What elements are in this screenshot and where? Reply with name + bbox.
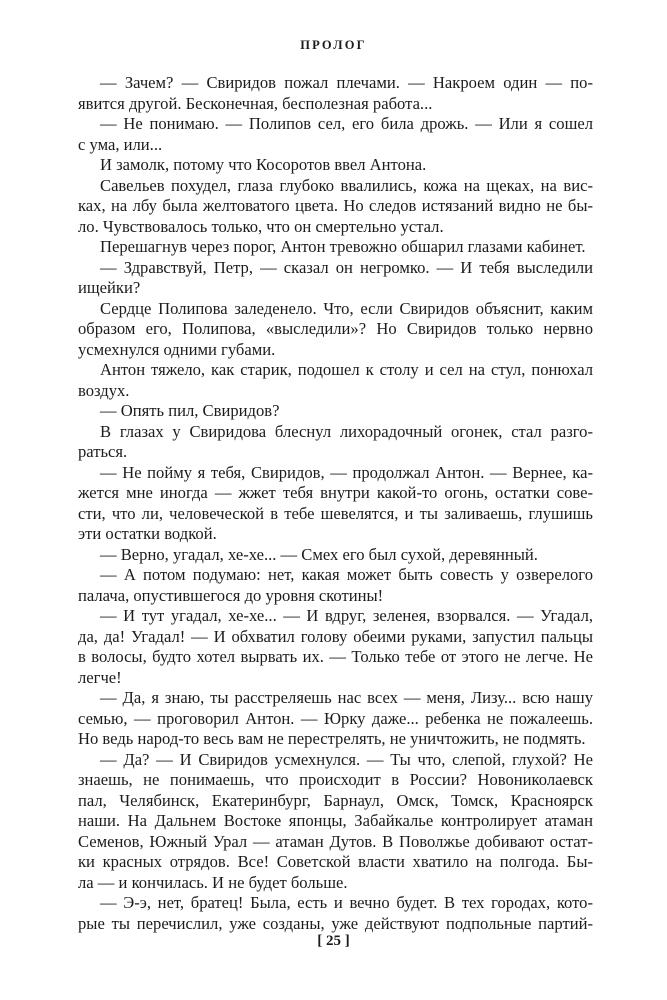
text-line: — Да, я знаю, ты расстреляешь нас всех — меня, Лизу... всю нашу (100, 688, 593, 707)
text-line: в волосы, будто хотел вырвать их. — Только тебе от этого не легче. Не (78, 647, 593, 666)
text-line: рые ты перечислил, уже созданы, уже действуют подпольные партий- (78, 913, 593, 933)
text-line: — А потом подумаю: нет, какая может быть совесть у озверелого (100, 565, 593, 584)
text-line: жется мне иногда — жжет тебя внутри какой-то огонь, остатки сове- (78, 483, 593, 502)
text-line: ло. Чувствовалось только, что он смертельно устал. (78, 216, 444, 236)
text-line: — Не пойму я тебя, Свиридов, — продолжал Антон. — Вернее, ка- (100, 462, 593, 482)
text-line: ищейки? (78, 278, 141, 297)
text-line: семью, — проговорил Антон. — Юрку даже... ребенка не пожалеешь. (78, 708, 593, 728)
text-line: Семенов, Южный Урал — атаман Дутов. В Поволжье добивают остат- (78, 831, 593, 851)
text-line: раться. (78, 442, 128, 461)
text-line: ла — и кончилась. И не будет больше. (78, 872, 348, 892)
text-line: усмехнулся одними губами. (78, 339, 276, 359)
text-line: Савельев похудел, глаза глубоко ввалились, кожа на щеках, на вис- (100, 175, 593, 195)
running-header: ПРОЛОГ (300, 38, 367, 52)
text-line: Но ведь народ-то весь вам не перестрелять, не уничтожить, не подмять. (78, 729, 586, 748)
text-line: образом его, Полипова, «выследили»? Но Свиридов только нервно (78, 319, 593, 338)
text-line: воздух. (78, 380, 130, 400)
text-line: пал, Челябинск, Екатеринбург, Барнаул, Омск, Томск, Красноярск (78, 790, 593, 810)
text-line: да, да! Угадал! — И обхватил голову обеими руками, запустил пальцы (78, 626, 593, 646)
text-line: — Зачем? — Свиридов пожал плечами. — Накроем один — по- (100, 73, 593, 92)
text-line: Перешагнув через порог, Антон тревожно обшарил глазами кабинет. (100, 237, 586, 256)
text-line: ках, на лбу была желтоватого цвета. Но следов истязаний видно не бы- (78, 196, 593, 215)
page-number: [ 25 ] (317, 933, 350, 949)
text-line: сти, что ли, человеческой в тебе шевелятся, и ты заливаешь, глушишь (78, 503, 593, 523)
text-line: легче! (78, 667, 122, 687)
text-line: наши. На Дальнем Востоке японцы, Забайкалье контролирует атаман (78, 811, 593, 830)
text-line: В глазах у Свиридова блеснул лихорадочный огонек, стал разго- (100, 421, 593, 441)
text-line: эти остатки водкой. (78, 524, 217, 543)
text-line: — Верно, угадал, хе-хе... — Смех его был сухой, деревянный. (100, 544, 538, 564)
text-line: Антон тяжело, как старик, подошел к столу и сел на стул, понюхал (100, 360, 593, 379)
text-line: явится другой. Бесконечная, бесполезная работа... (78, 93, 433, 113)
text-line: — Да? — И Свиридов усмехнулся. — Ты что, слепой, глухой? Не (100, 749, 593, 769)
text-line: ки красных отрядов. Все! Советской власти хватило на полгода. Бы- (78, 852, 593, 871)
text-line: знаешь, не понимаешь, что происходит в России? Новониколаевск (78, 770, 593, 789)
text-line: И замолк, потому что Косоротов ввел Антона. (100, 155, 427, 174)
text-line: — Здравствуй, Петр, — сказал он негромко. — И тебя выследили (100, 257, 593, 277)
text-line: — Опять пил, Свиридов? (100, 401, 280, 420)
text-line: — Э-э, нет, братец! Была, есть и вечно будет. В тех городах, кото- (100, 893, 593, 912)
text-line: — Не понимаю. — Полипов сел, его била дрожь. — Или я сошел (100, 114, 593, 133)
text-line: Сердце Полипова заледенело. Что, если Свиридов объяснит, каким (100, 298, 593, 318)
text-line: с ума, или... (78, 134, 163, 154)
text-line: — И тут угадал, хе-хе... — И вдруг, зеленея, взорвался. — Угадал, (100, 606, 593, 625)
text-body (78, 73, 593, 934)
text-line: палача, опустившегося до уровня скотины! (78, 585, 384, 605)
